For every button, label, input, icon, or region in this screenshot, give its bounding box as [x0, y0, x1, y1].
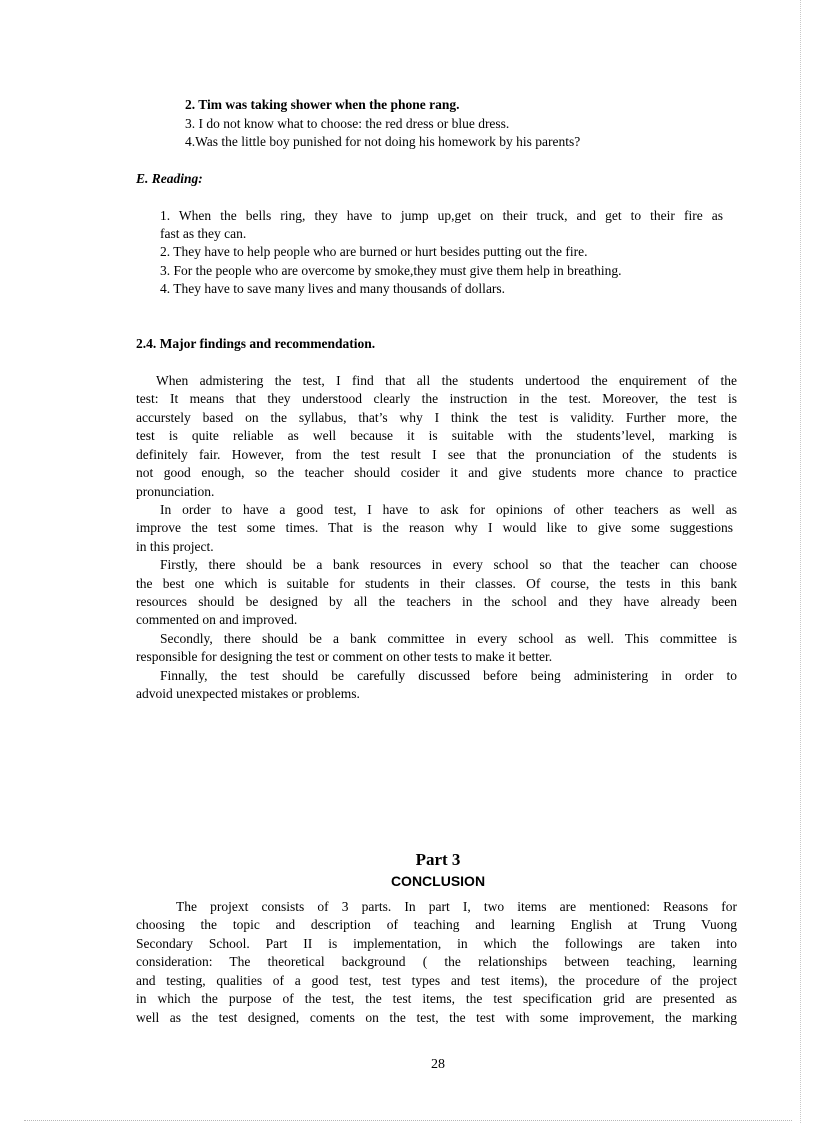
conclusion-line: in which the purpose of the test, the test items, the test specification grid are presented as	[136, 991, 737, 1006]
paragraph-line: responsible for designing the test or comment on other tests to make it better.	[136, 649, 553, 664]
paragraph-line: pronunciation.	[136, 484, 215, 499]
part-subtitle: CONCLUSION	[390, 873, 486, 889]
paragraph-line: in this project.	[136, 539, 214, 554]
reading-line: 1. When the bells ring, they have to jump up,get on their truck, and get to their fire as	[160, 208, 723, 223]
paragraph-line: test: It means that they understood clearly the instruction in the test. Moreover, the test is	[136, 391, 737, 406]
paragraph-line: advoid unexpected mistakes or problems.	[136, 686, 360, 701]
paragraph-line: resources should be designed by all the teachers in the school and they have already been	[136, 594, 737, 609]
reading-line: fast as they can.	[160, 226, 247, 241]
paragraph-line: Finnally, the test should be carefully discussed before being administering in order to	[160, 668, 737, 683]
conclusion-line: consideration: The theoretical background ( the relationships between teaching, learning	[136, 954, 737, 969]
paragraph-line: definitely fair. However, from the test result I see that the pronunciation of the students is	[136, 447, 737, 462]
paragraph-line: commented on and improved.	[136, 612, 298, 627]
reading-line: 4. They have to save many lives and many thousands of dollars.	[160, 281, 506, 296]
conclusion-line: and testing, qualities of a good test, test types and test items), the procedure of the project	[136, 973, 737, 988]
grammar-item-4: 4.Was the little boy punished for not doing his homework by his parents?	[185, 134, 581, 149]
grammar-item-2: 2. Tim was taking shower when the phone rang.	[185, 97, 460, 112]
reading-line: 3. For the people who are overcome by smoke,they must give them help in breathing.	[160, 263, 622, 278]
paragraph-line: not good enough, so the teacher should cosider it and give students more chance to practice	[136, 465, 737, 480]
conclusion-line: The projext consists of 3 parts. In part I, two items are mentioned: Reasons for	[176, 899, 737, 914]
paragraph-line: test is quite reliable as well because it is suitable with the students’level, marking is	[136, 428, 737, 443]
conclusion-line: choosing the topic and description of teaching and learning English at Trung Vuong	[136, 917, 737, 932]
reading-line: 2. They have to help people who are burned or hurt besides putting out the fire.	[160, 244, 588, 259]
grammar-item-3: 3. I do not know what to choose: the red dress or blue dress.	[185, 116, 510, 131]
paragraph-line: When admistering the test, I find that all the students undertood the enquirement of the	[156, 373, 737, 388]
paragraph-line: improve the test some times. That is the reason why I would like to give some suggestions	[136, 520, 733, 535]
reading-heading: E. Reading:	[136, 171, 203, 186]
part-title: Part 3	[415, 850, 461, 869]
page-number: 28	[431, 1057, 445, 1072]
conclusion-line: well as the test designed, coments on the test, the test with some improvement, the marking	[136, 1010, 737, 1025]
paragraph-line: the best one which is suitable for students in their classes. Of course, the tests in this bank	[136, 576, 737, 591]
conclusion-line: Secondary School. Part II is implementation, in which the followings are taken into	[136, 936, 737, 951]
paragraph-line: In order to have a good test, I have to ask for opinions of other teachers as well as	[160, 502, 737, 517]
paragraph-line: Secondly, there should be a bank committee in every school as well. This committee is	[160, 631, 737, 646]
page-border-bottom	[24, 1120, 792, 1121]
page-border-right	[800, 0, 801, 1123]
paragraph-line: Firstly, there should be a bank resources in every school so that the teacher can choose	[160, 557, 737, 572]
section-heading-findings: 2.4. Major findings and recommendation.	[136, 336, 376, 351]
paragraph-line: accurstely based on the syllabus, that’s why I think the test is validity. Further more, the	[136, 410, 737, 425]
